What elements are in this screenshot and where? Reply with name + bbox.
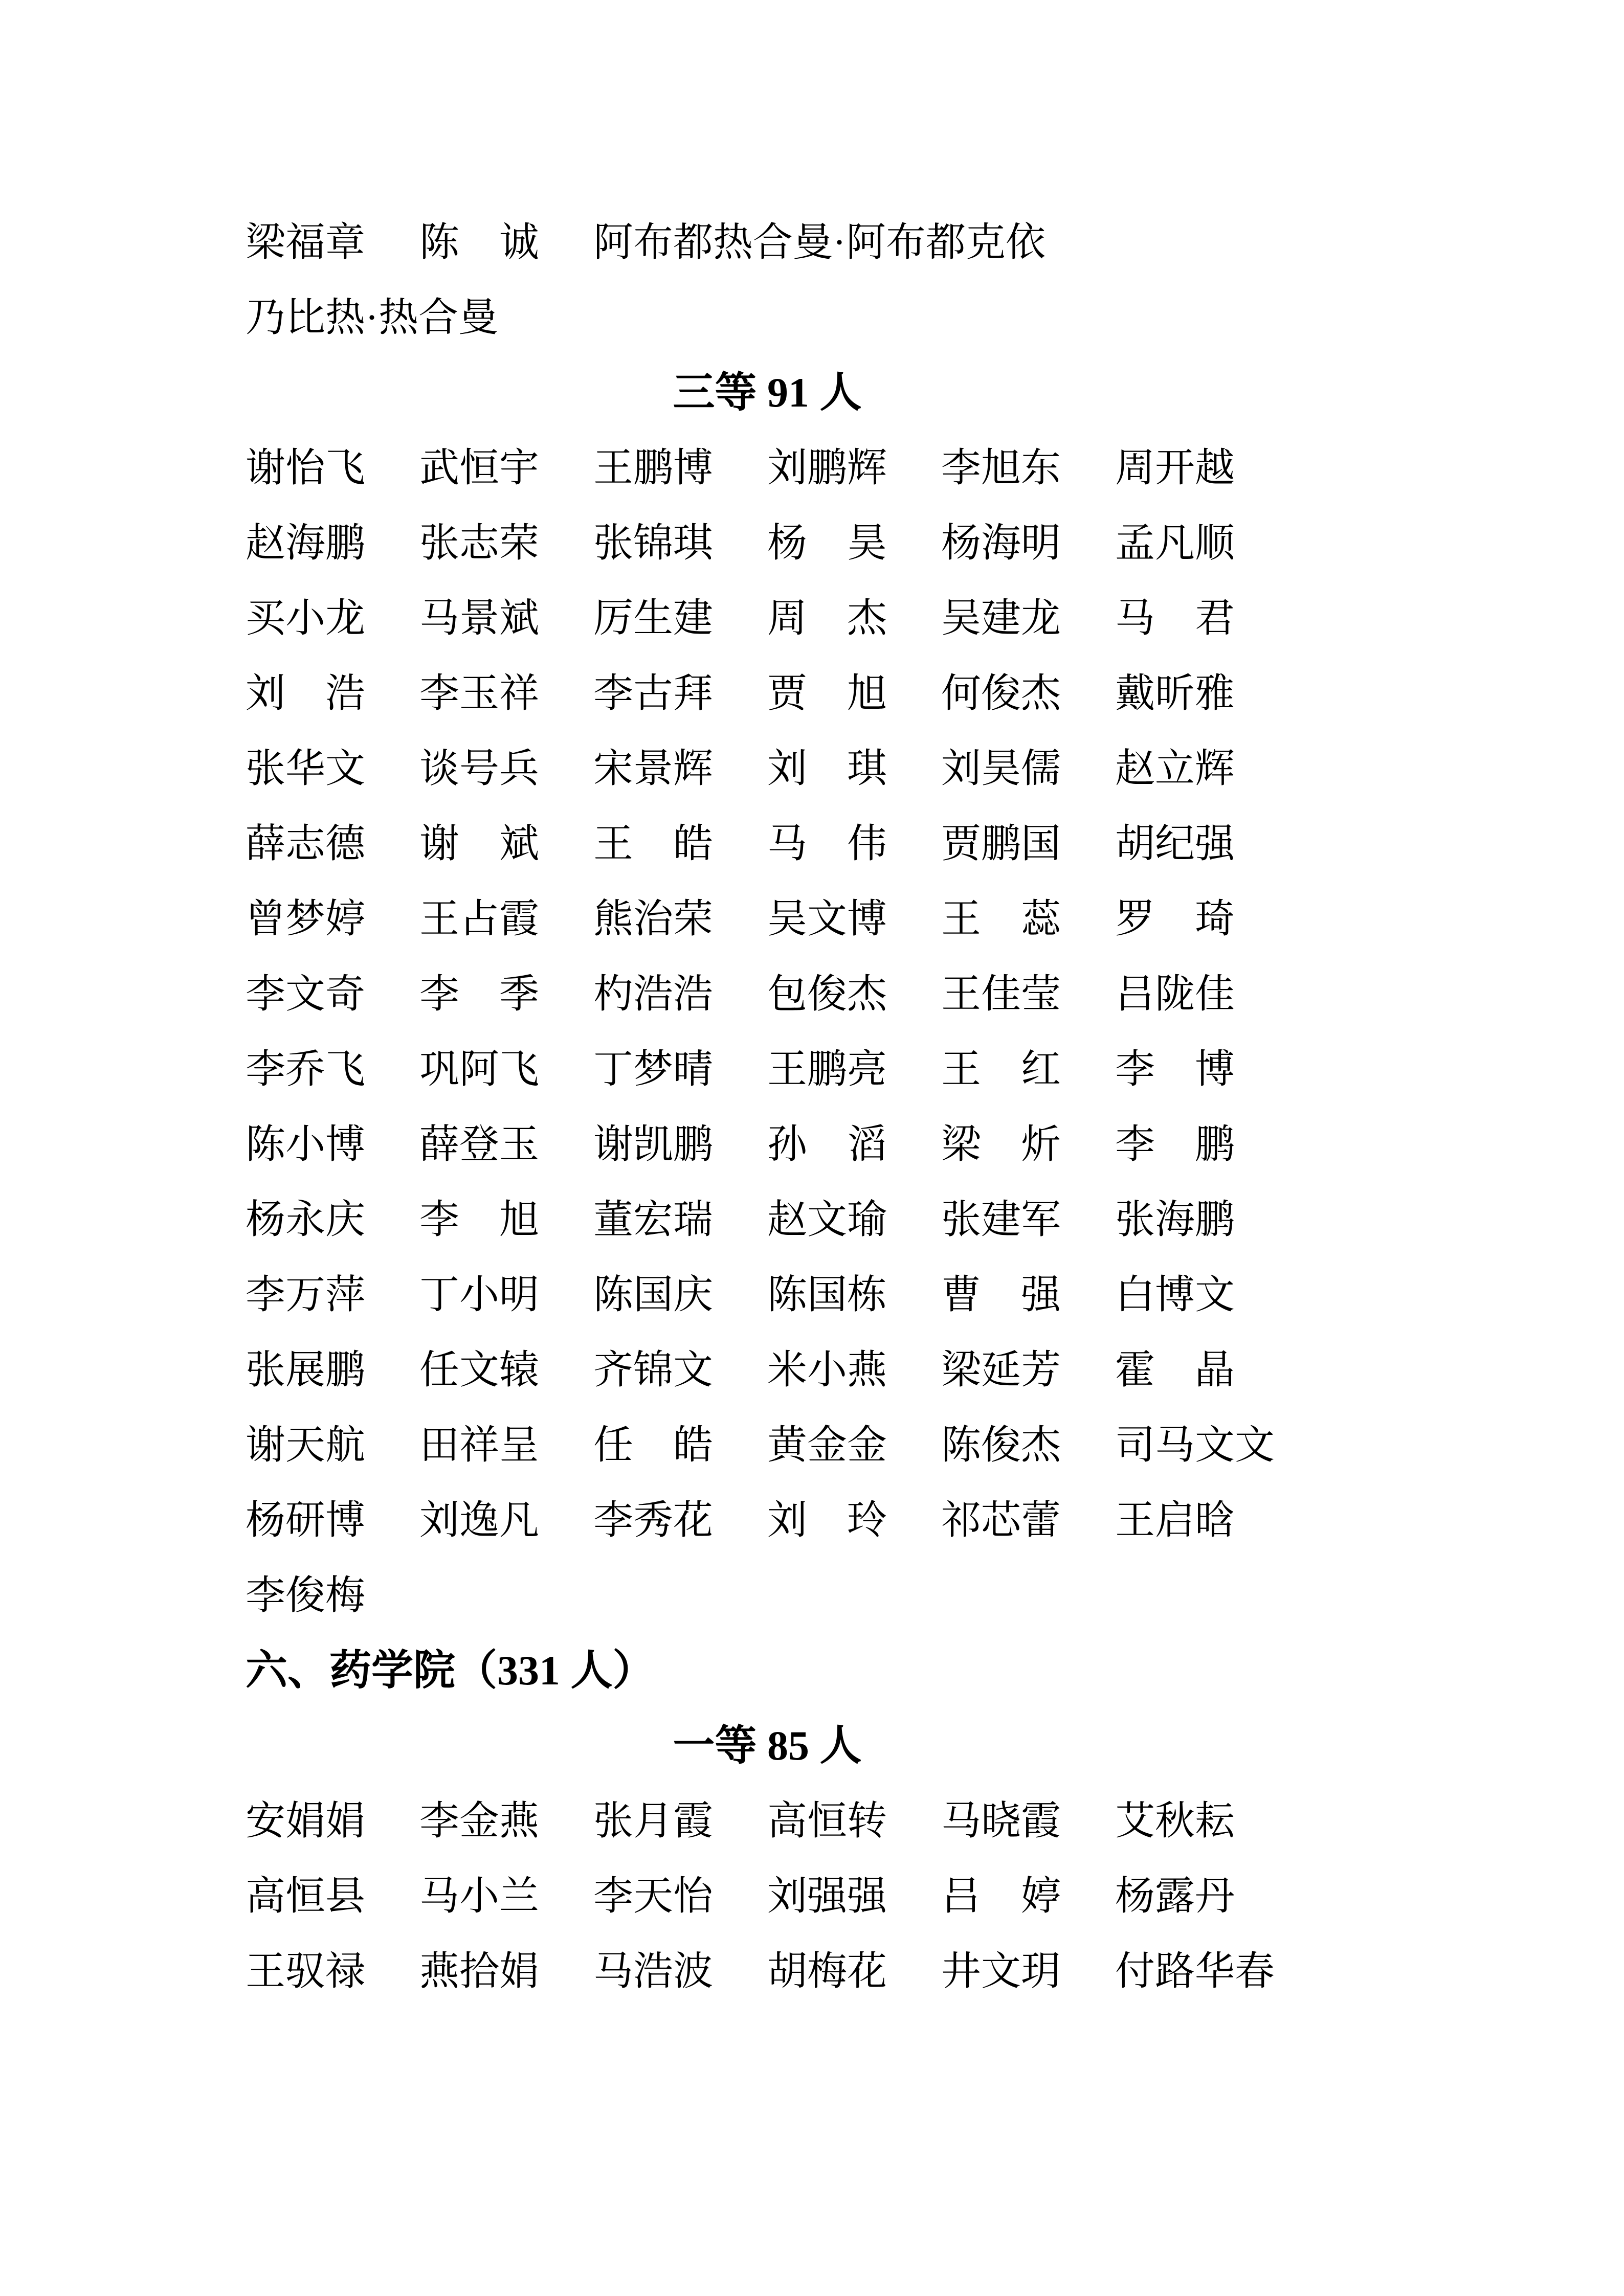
student-name: 陈俊杰: [941, 1423, 1061, 1467]
student-name: 张志荣: [419, 521, 540, 565]
student-name: 任文辕: [419, 1347, 540, 1392]
student-name: 齐锦文: [593, 1347, 714, 1392]
student-name: 李玉祥: [419, 671, 540, 715]
name-rows-top: [246, 205, 1289, 355]
student-name: 李 鹏: [1115, 1122, 1235, 1166]
name-row: [246, 1107, 1289, 1182]
student-name: 胡梅花: [767, 1949, 887, 1993]
name-row: [246, 1558, 1289, 1633]
student-name: 王启晗: [1115, 1498, 1235, 1542]
student-name: 王占霞: [419, 896, 540, 941]
student-name: 杨 昊: [767, 521, 887, 565]
student-name: 陈国栋: [767, 1272, 887, 1317]
student-name: 梁福章: [246, 220, 366, 264]
student-name: 马景斌: [419, 596, 540, 640]
student-name: 李旭东: [941, 445, 1061, 490]
student-name: 谈号兵: [419, 746, 540, 791]
student-name: 何俊杰: [941, 671, 1061, 715]
student-name: 吴文博: [767, 896, 887, 941]
student-name: 贾 旭: [767, 671, 887, 715]
name-row: [246, 1783, 1289, 1858]
student-name: 马浩波: [593, 1949, 714, 1993]
student-name: 陈 诚: [419, 220, 540, 264]
student-name: 孙 滔: [767, 1122, 887, 1166]
student-name: 罗 琦: [1115, 896, 1235, 941]
student-name: 杨海明: [941, 521, 1061, 565]
student-name: 薛登玉: [419, 1122, 540, 1166]
student-name: 买小龙: [246, 596, 366, 640]
student-name: 谢天航: [246, 1423, 366, 1467]
student-name: 刘强强: [767, 1874, 887, 1918]
student-name: 王 皓: [593, 821, 714, 866]
student-name: 武恒宇: [419, 445, 540, 490]
student-name: 谢凯鹏: [593, 1122, 714, 1166]
student-name: 张海鹏: [1115, 1197, 1235, 1242]
student-name: 刘逸凡: [419, 1498, 540, 1542]
student-name: 周 杰: [767, 596, 887, 640]
student-name: 田祥呈: [419, 1423, 540, 1467]
student-name: 赵立辉: [1115, 746, 1235, 791]
student-name: 杨永庆: [246, 1197, 366, 1242]
student-name: 胡纪强: [1115, 821, 1235, 866]
student-name: 李 旭: [419, 1197, 540, 1242]
student-name: 米小燕: [767, 1347, 887, 1392]
student-name: 熊治荣: [593, 896, 714, 941]
name-row: [246, 1257, 1289, 1332]
grade-heading-first-class: 一等 85 人: [673, 1722, 862, 1769]
name-row: [246, 1858, 1289, 1933]
name-rows-third-class: [246, 430, 1289, 1633]
name-row: [246, 1933, 1289, 2009]
student-name: 李万萍: [246, 1272, 366, 1317]
student-name: 杨研博: [246, 1498, 366, 1542]
student-name: 宋景辉: [593, 746, 714, 791]
student-name: 赵海鹏: [246, 521, 366, 565]
student-name: 李 博: [1115, 1047, 1235, 1091]
student-name: 张华文: [246, 746, 366, 791]
student-name: 黄金金: [767, 1423, 887, 1467]
student-name: 李天怡: [593, 1874, 714, 1918]
student-name: 孟凡顺: [1115, 521, 1235, 565]
name-row: [246, 205, 1289, 280]
student-name: 曹 强: [941, 1272, 1061, 1317]
student-name: 陈小博: [246, 1122, 366, 1166]
student-name: 丁梦晴: [593, 1047, 714, 1091]
student-name: 赵文瑜: [767, 1197, 887, 1242]
student-name: 丁小明: [419, 1272, 540, 1317]
section-heading-pharmacy-college: 六、药学院（331 人）: [246, 1647, 655, 1694]
student-name: 王驭禄: [246, 1949, 366, 1993]
name-row: [246, 1482, 1289, 1558]
student-name: 刘昊儒: [941, 746, 1061, 791]
student-name: 任 皓: [593, 1423, 714, 1467]
student-name: 李乔飞: [246, 1047, 366, 1091]
student-name: 付路华春: [1115, 1949, 1275, 1993]
student-name: 贾鹏国: [941, 821, 1061, 866]
student-name: 井文玥: [941, 1949, 1061, 1993]
student-name: 李俊梅: [246, 1573, 366, 1617]
student-name: 巩阿飞: [419, 1047, 540, 1091]
name-row: [246, 280, 1289, 355]
name-row: [246, 656, 1289, 731]
student-name: 高恒县: [246, 1874, 366, 1918]
student-name: 王鹏博: [593, 445, 714, 490]
student-name: 马小兰: [419, 1874, 540, 1918]
name-row: [246, 430, 1289, 505]
student-name: 艾秋耘: [1115, 1798, 1235, 1843]
name-row: [246, 1407, 1289, 1482]
name-row: [246, 580, 1289, 656]
student-name: 司马文文: [1115, 1423, 1275, 1467]
student-name: 陈国庆: [593, 1272, 714, 1317]
student-name: 梁延芳: [941, 1347, 1061, 1392]
student-name: 周开越: [1115, 445, 1235, 490]
student-name: 刘 浩: [246, 671, 366, 715]
student-name: 包俊杰: [767, 972, 887, 1016]
name-rows-first-class: [246, 1783, 1289, 2009]
student-name: 杨露丹: [1115, 1874, 1235, 1918]
student-name: 戴昕雅: [1115, 671, 1235, 715]
student-name: 燕拾娟: [419, 1949, 540, 1993]
student-name: 张展鹏: [246, 1347, 366, 1392]
grade-heading-third-class: 三等 91 人: [673, 369, 862, 416]
name-row: [246, 806, 1289, 881]
student-name: 李文奇: [246, 972, 366, 1016]
student-name: 李 季: [419, 972, 540, 1016]
name-row: [246, 956, 1289, 1031]
name-row: [246, 881, 1289, 956]
student-name: 厉生建: [593, 596, 714, 640]
student-name: 刘鹏辉: [767, 445, 887, 490]
student-name: 王鹏亮: [767, 1047, 887, 1091]
name-row: [246, 1031, 1289, 1107]
student-name: 吕陇佳: [1115, 972, 1235, 1016]
student-name: 李秀花: [593, 1498, 714, 1542]
student-name: 霍 晶: [1115, 1347, 1235, 1392]
student-name: 李古拜: [593, 671, 714, 715]
student-name: 李金燕: [419, 1798, 540, 1843]
student-name: 王 红: [941, 1047, 1061, 1091]
student-name: 阿布都热合曼·阿布都克依: [593, 220, 1045, 264]
student-name: 吕 婷: [941, 1874, 1061, 1918]
student-name: 薛志德: [246, 821, 366, 866]
student-name: 高恒转: [767, 1798, 887, 1843]
student-name: 董宏瑞: [593, 1197, 714, 1242]
student-name: 王 蕊: [941, 896, 1061, 941]
student-name: 张锦琪: [593, 521, 714, 565]
student-name: 白博文: [1115, 1272, 1235, 1317]
student-name: 谢怡飞: [246, 445, 366, 490]
student-name: 安娟娟: [246, 1798, 366, 1843]
student-name: 马 伟: [767, 821, 887, 866]
name-row: [246, 1332, 1289, 1407]
student-name: 乃比热·热合曼: [246, 295, 498, 340]
student-name: 刘 琪: [767, 746, 887, 791]
student-name: 刘 玲: [767, 1498, 887, 1542]
student-name: 谢 斌: [419, 821, 540, 866]
student-name: 王佳莹: [941, 972, 1061, 1016]
student-name: 马晓霞: [941, 1798, 1061, 1843]
student-name: 马 君: [1115, 596, 1235, 640]
name-row: [246, 1182, 1289, 1257]
student-name: 祁芯蕾: [941, 1498, 1061, 1542]
student-name: 张月霞: [593, 1798, 714, 1843]
student-name: 吴建龙: [941, 596, 1061, 640]
student-name: 曾梦婷: [246, 896, 366, 941]
student-name: 张建军: [941, 1197, 1061, 1242]
name-row: [246, 505, 1289, 580]
student-name: 梁 炘: [941, 1122, 1061, 1166]
student-name: 杓浩浩: [593, 972, 714, 1016]
name-row: [246, 731, 1289, 806]
